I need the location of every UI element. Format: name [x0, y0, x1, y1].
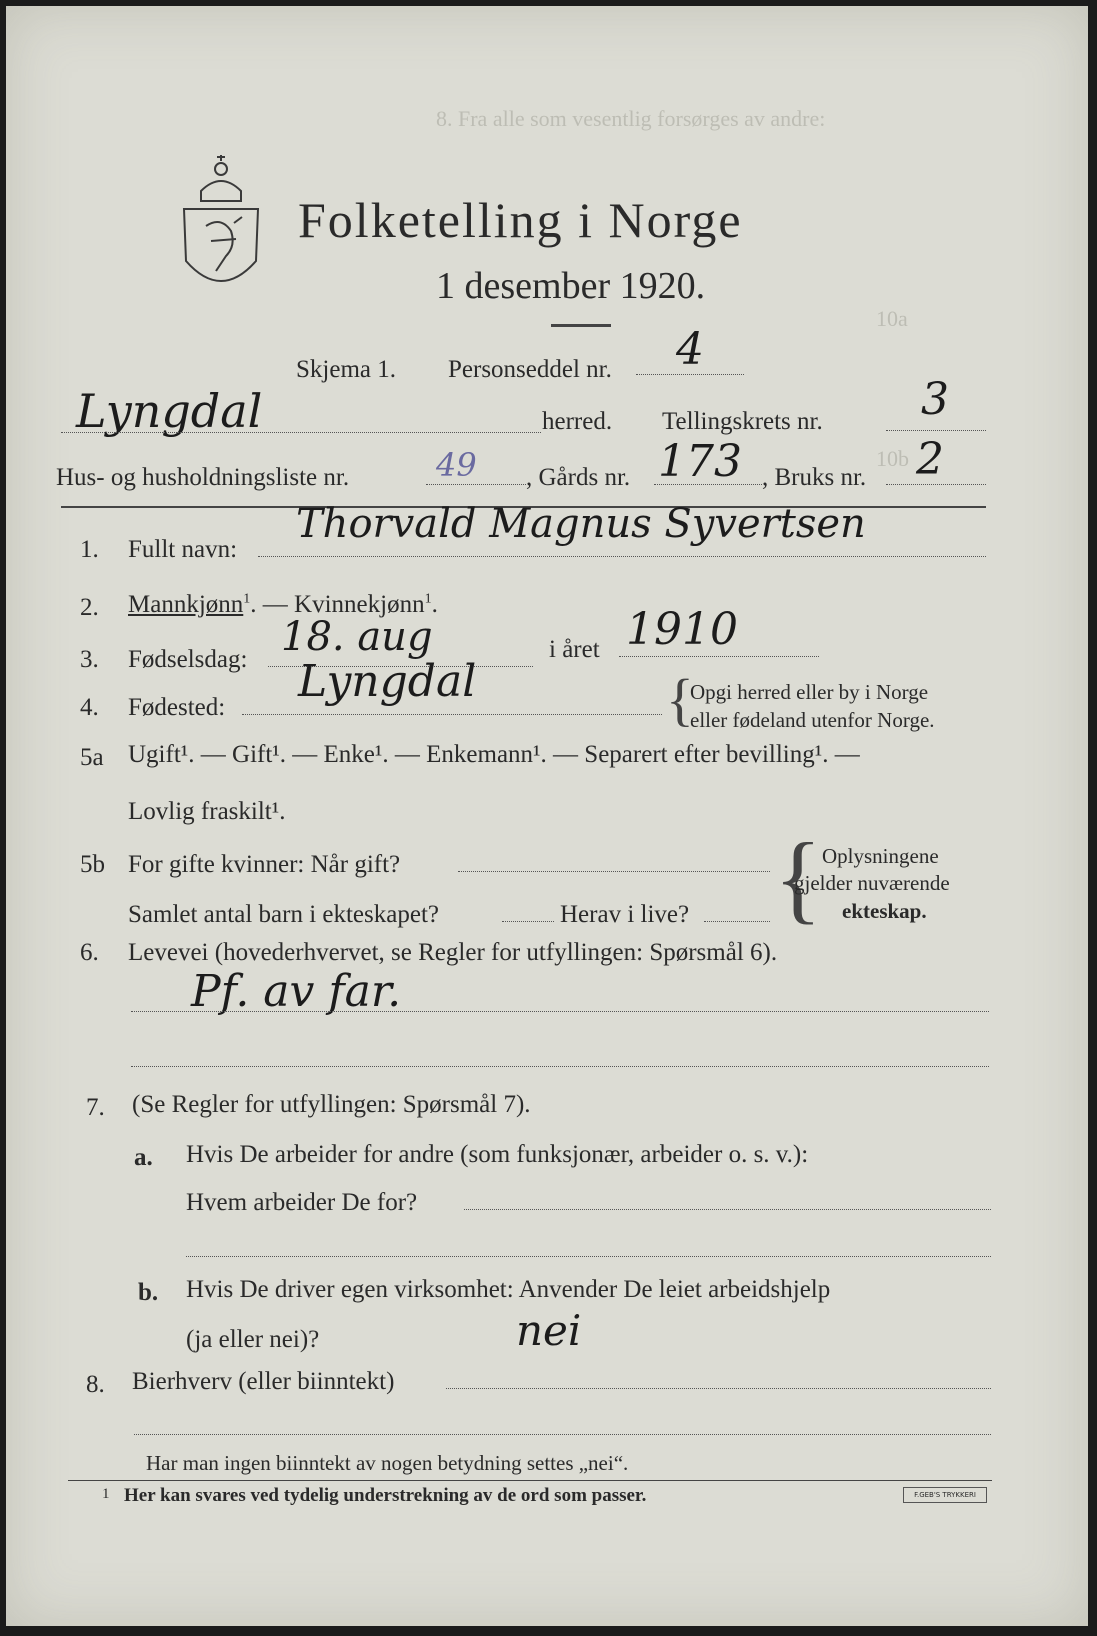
herav-i-live-field[interactable] [704, 921, 770, 922]
q4-number: 4. [80, 694, 99, 721]
bleed-through-text: 8. Fra alle som vesentlig forsørges av andre: [436, 106, 826, 131]
nar-gift-label: For gifte kvinner: Når gift? [128, 851, 401, 878]
gards-value: 173 [658, 436, 742, 487]
q6-number: 6. [80, 939, 99, 966]
antal-barn-label: Samlet antal barn i ekteskapet? [128, 901, 439, 928]
fodested-field[interactable] [242, 714, 662, 715]
year-value: 1910 [626, 604, 738, 655]
nar-gift-field[interactable] [458, 871, 770, 872]
fullt-navn-value: Thorvald Magnus Syvertsen [296, 501, 866, 547]
q5a-number: 5a [80, 744, 104, 771]
fullt-navn-field[interactable] [258, 556, 986, 557]
bleed-through-text: 10a [876, 306, 908, 331]
q6-label: Levevei (hovederhvervet, se Regler for utfyllingen: Spørsmål 6). [128, 939, 778, 966]
levevei-field-1[interactable] [131, 1011, 989, 1012]
footnote-divider [68, 1480, 992, 1481]
footnote-text: Her kan svares ved tydelig understrekning av de ord som passer. [124, 1485, 647, 1506]
q2-number: 2. [80, 594, 99, 621]
q7b-question: (ja eller nei)? [186, 1326, 320, 1353]
arbeider-for-field[interactable] [464, 1209, 991, 1210]
q7a-question: Hvem arbeider De for? [186, 1189, 418, 1216]
arbeidshjelp-value: nei [516, 1306, 582, 1355]
bruks-value: 2 [916, 434, 944, 485]
q2-end: . [431, 591, 438, 618]
levevei-value: Pf. av far. [191, 966, 402, 1017]
husliste-label: Hus- og husholdningsliste nr. [56, 464, 350, 491]
q8-label: Bierhverv (eller biinntekt) [132, 1368, 395, 1395]
bierhverv-field-2[interactable] [134, 1434, 991, 1435]
q5b-number: 5b [80, 851, 105, 878]
5b-note-2-text: gjelder nuværende [794, 871, 950, 895]
mannkjonn-option[interactable]: Mannkjønn [128, 591, 244, 618]
footnote-mark: 1 [243, 591, 251, 607]
fodested-note-1: Opgi herred eller by i Norge [690, 680, 929, 704]
form-title: Folketelling i Norge [298, 192, 743, 248]
gards-label: , Gårds nr. [526, 464, 631, 491]
q7a-letter: a. [134, 1144, 153, 1171]
herred-value: Lyngdal [76, 384, 263, 438]
fodested-note-2: eller fødeland utenfor Norge. [690, 708, 935, 732]
husliste-field[interactable] [426, 484, 526, 485]
tellingskrets-field[interactable] [886, 430, 986, 431]
skjema-label: Skjema 1. [296, 356, 396, 383]
fodested-value: Lyngdal [298, 656, 477, 707]
footnote-mark: 1 [424, 591, 432, 607]
5b-note-1: Oplysningene [822, 844, 939, 868]
herred-field[interactable] [61, 432, 541, 433]
norway-coat-of-arms-icon [176, 151, 266, 301]
kvinnekjonn-option[interactable]: . — Kvinnekjønn [250, 591, 425, 618]
printer-stamp [903, 1487, 987, 1503]
year-label: i året [549, 636, 600, 663]
q7-number: 7. [86, 1094, 105, 1121]
title-underline [551, 324, 611, 327]
husliste-value: 49 [436, 446, 477, 484]
q3-number: 3. [80, 646, 99, 673]
q1-number: 1. [80, 536, 99, 563]
herred-label: herred. [542, 408, 613, 435]
brace: { [666, 667, 694, 732]
census-form-page [6, 6, 1088, 1626]
q8-number: 8. [86, 1371, 105, 1398]
bierhverv-field[interactable] [446, 1388, 991, 1389]
personseddel-label: Personseddel nr. [448, 356, 612, 383]
bruks-label: , Bruks nr. [762, 464, 867, 491]
fodselsdag-value: 18. aug [281, 614, 433, 660]
form-date: 1 desember 1920. [436, 265, 706, 307]
q4-label: Fødested: [128, 694, 226, 721]
printer-stamp-text: F.GEB'S TRYKKERI [914, 1491, 976, 1499]
sivilstand-options[interactable]: Ugift¹. — Gift¹. — Enke¹. — Enkemann¹. — Separert efter bevilling¹. — [128, 741, 860, 768]
q3-label: Fødselsdag: [128, 646, 248, 673]
5b-note-2 [794, 871, 950, 896]
tellingskrets-value: 3 [921, 374, 949, 425]
q7b-text: Hvis De driver egen virksomhet: Anvender De leiet arbeidshjelp [186, 1276, 831, 1303]
q7-label: (Se Regler for utfyllingen: Spørsmål 7). [132, 1091, 531, 1118]
personseddel-value: 4 [676, 324, 704, 375]
footnote-number: 1 [102, 1486, 110, 1502]
arbeider-for-field-2[interactable] [186, 1256, 991, 1257]
5b-note-3: ekteskap. [842, 899, 927, 923]
antal-barn-field[interactable] [502, 921, 554, 922]
tellingskrets-label: Tellingskrets nr. [662, 408, 823, 435]
year-field[interactable] [619, 656, 819, 657]
q7b-letter: b. [138, 1279, 159, 1306]
herav-i-live-label: Herav i live? [560, 901, 690, 928]
biinntekt-note: Har man ingen biinntekt av nogen betydning settes „nei“. [146, 1451, 629, 1475]
q7a-text: Hvis De arbeider for andre (som funksjonær, arbeider o. s. v.): [186, 1141, 809, 1168]
brace: { [774, 822, 822, 933]
levevei-field-2[interactable] [131, 1066, 989, 1067]
bleed-through-text: 10b [876, 446, 909, 471]
lovlig-fraskilt-option[interactable]: Lovlig fraskilt¹. [128, 798, 286, 825]
q1-label: Fullt navn: [128, 536, 238, 563]
